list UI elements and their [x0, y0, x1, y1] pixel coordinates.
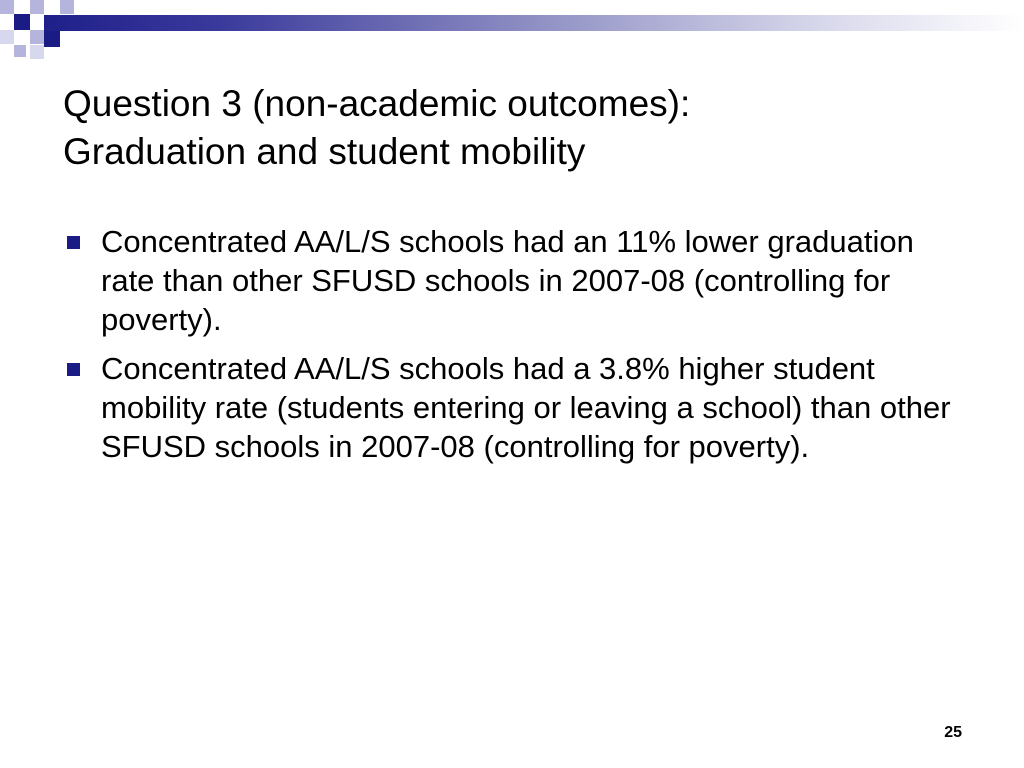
decor-square [0, 0, 14, 14]
decor-square [30, 0, 44, 14]
slide-title-line: Question 3 (non-academic outcomes): [63, 83, 691, 124]
decor-square [14, 45, 26, 57]
page-number: 25 [944, 724, 962, 741]
decor-square [14, 14, 30, 30]
header-decoration [0, 0, 1024, 60]
bullet-list [63, 222, 963, 476]
bullet-text: Concentrated AA/L/S schools had a 3.8% higher student mobility rate (students entering or leaving a school) than other SFUSD schools in 2007-08 (controlling for poverty). [101, 351, 951, 464]
header-gradient-band [44, 15, 1024, 31]
bullet-item [63, 222, 963, 339]
decor-square [30, 30, 44, 44]
slide-title-line: Graduation and student mobility [63, 131, 586, 172]
decor-square [60, 0, 74, 14]
square-bullet-icon [67, 363, 80, 376]
bullet-item [63, 349, 963, 466]
decor-square [44, 31, 60, 47]
slide-title [63, 80, 963, 176]
bullet-text: Concentrated AA/L/S schools had an 11% lower graduation rate than other SFUSD schools in 2007-08 (controlling for poverty). [101, 224, 914, 337]
decor-square [0, 30, 14, 44]
square-bullet-icon [67, 236, 80, 249]
decor-square [30, 45, 44, 59]
